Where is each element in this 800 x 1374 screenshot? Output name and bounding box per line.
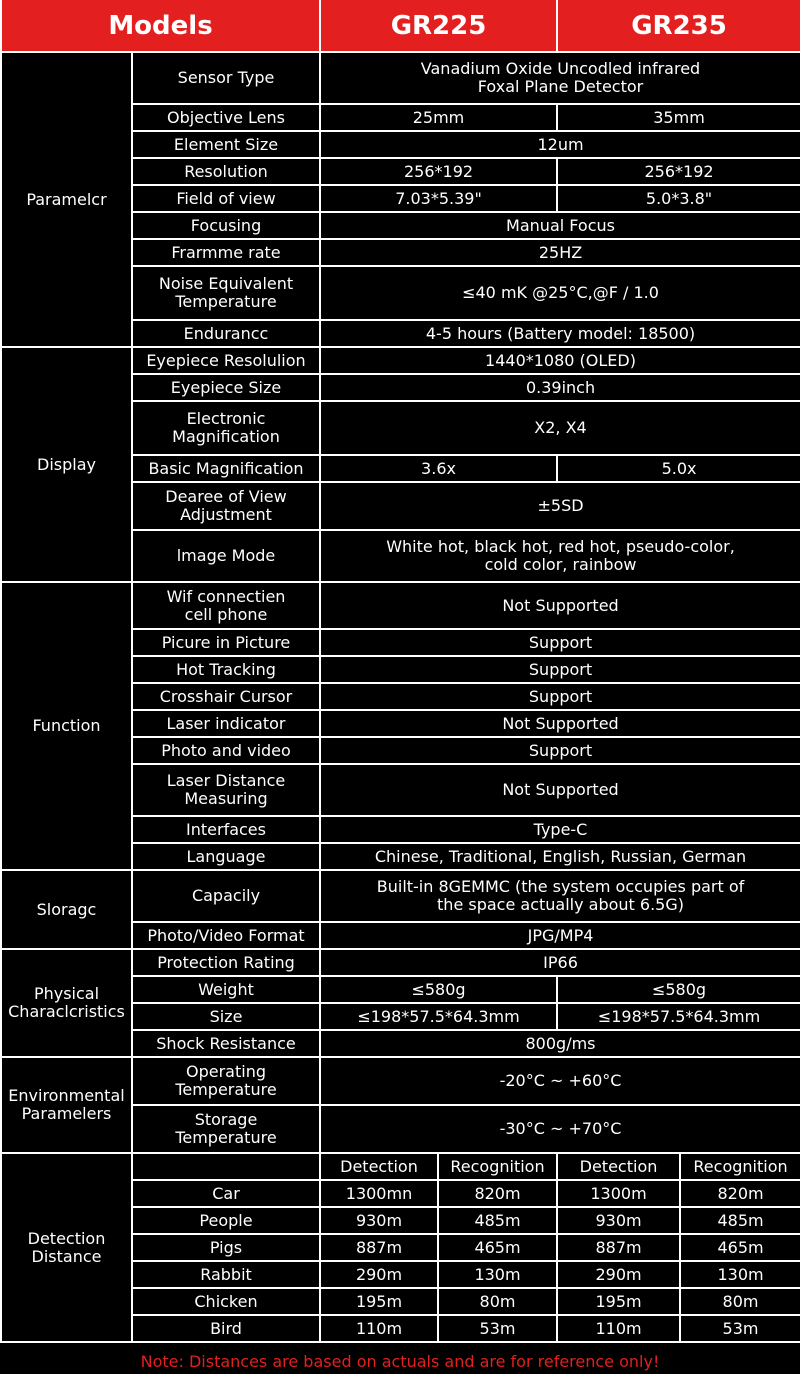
detection-col-header: Detection	[320, 1153, 438, 1180]
models-header: Models	[1, 0, 320, 52]
group-function: Function	[1, 582, 132, 870]
row-value: 4-5 hours (Battery model: 18500)	[320, 320, 800, 347]
row-value: -30°C ~ +70°C	[320, 1105, 800, 1153]
detection-target: Bird	[132, 1315, 320, 1342]
table-row	[1, 949, 800, 976]
row-label: Resolution	[132, 158, 320, 185]
gr235-value: 5.0x	[557, 455, 800, 482]
row-label: Operating Temperature	[132, 1057, 320, 1105]
row-label: Dearee of View Adjustment	[132, 482, 320, 530]
row-label: Laser Distance Measuring	[132, 764, 320, 816]
row-label: Wif connectien cell phone	[132, 582, 320, 629]
table-row	[1, 582, 800, 629]
row-label: Weight	[132, 976, 320, 1003]
row-value: Support	[320, 737, 800, 764]
row-value: Not Supported	[320, 764, 800, 816]
group-environmental: Environmental Paramelers	[1, 1057, 132, 1153]
row-value: 0.39inch	[320, 374, 800, 401]
row-label: Photo and video	[132, 737, 320, 764]
row-label: Basic Magnification	[132, 455, 320, 482]
gr225-value: 7.03*5.39"	[320, 185, 557, 212]
detection-value: 53m	[438, 1315, 557, 1342]
detection-value: 485m	[680, 1207, 800, 1234]
detection-target: Car	[132, 1180, 320, 1207]
row-label: Objective Lens	[132, 104, 320, 131]
detection-value: 930m	[320, 1207, 438, 1234]
detection-value: 930m	[557, 1207, 680, 1234]
row-value: White hot, black hot, red hot, pseudo-color, cold color, rainbow	[320, 530, 800, 582]
group-detection: Detection Distance	[1, 1153, 132, 1342]
row-value: 1440*1080 (OLED)	[320, 347, 800, 374]
detection-value: 290m	[557, 1261, 680, 1288]
detection-value: 1300mn	[320, 1180, 438, 1207]
detection-value: 465m	[680, 1234, 800, 1261]
row-label: Picure in Picture	[132, 629, 320, 656]
gr225-value: 3.6x	[320, 455, 557, 482]
gr225-value: 25mm	[320, 104, 557, 131]
row-value: IP66	[320, 949, 800, 976]
table-row	[1, 347, 800, 374]
row-label: Sensor Type	[132, 52, 320, 104]
row-value: Support	[320, 656, 800, 683]
table-row	[1, 52, 800, 104]
row-value: Built-in 8GEMMC (the system occupies part of the space actually about 6.5G)	[320, 870, 800, 922]
row-label: Language	[132, 843, 320, 870]
disclaimer-note: Note: Distances are based on actuals and are for reference only!	[140, 1352, 660, 1371]
row-value: JPG/MP4	[320, 922, 800, 949]
detection-target: Chicken	[132, 1288, 320, 1315]
detection-value: 53m	[680, 1315, 800, 1342]
detection-value: 195m	[557, 1288, 680, 1315]
detection-col-header: Recognition	[680, 1153, 800, 1180]
detection-value: 80m	[680, 1288, 800, 1315]
row-label: Noise Equivalent Temperature	[132, 266, 320, 320]
row-label: Crosshair Cursor	[132, 683, 320, 710]
detection-value: 465m	[438, 1234, 557, 1261]
row-label: Element Size	[132, 131, 320, 158]
gr235-value: ≤580g	[557, 976, 800, 1003]
detection-value: 130m	[438, 1261, 557, 1288]
header-row	[1, 0, 800, 52]
row-value: Manual Focus	[320, 212, 800, 239]
detection-value: 887m	[557, 1234, 680, 1261]
row-label: Laser indicator	[132, 710, 320, 737]
group-storage: Sloragc	[1, 870, 132, 949]
table-row	[1, 870, 800, 922]
gr225-value: 256*192	[320, 158, 557, 185]
detection-header-row	[1, 1153, 800, 1180]
gr225-header: GR225	[320, 0, 557, 52]
row-value: Support	[320, 629, 800, 656]
row-value: Type-C	[320, 816, 800, 843]
row-label: Storage Temperature	[132, 1105, 320, 1153]
row-label: Protection Rating	[132, 949, 320, 976]
row-label: Field of view	[132, 185, 320, 212]
row-label: Endurancc	[132, 320, 320, 347]
detection-col-header: Recognition	[438, 1153, 557, 1180]
detection-value: 820m	[438, 1180, 557, 1207]
detection-value: 820m	[680, 1180, 800, 1207]
row-value: 800g/ms	[320, 1030, 800, 1057]
row-label: Eyepiece Resolulion	[132, 347, 320, 374]
row-value: ≤40 mK @25°C,@F / 1.0	[320, 266, 800, 320]
detection-value: 887m	[320, 1234, 438, 1261]
row-value: Vanadium Oxide Uncodled infrared Foxal Plane Detector	[320, 52, 800, 104]
detection-target: People	[132, 1207, 320, 1234]
detection-value: 130m	[680, 1261, 800, 1288]
gr225-value: ≤198*57.5*64.3mm	[320, 1003, 557, 1030]
detection-value: 110m	[320, 1315, 438, 1342]
row-label: lmage Mode	[132, 530, 320, 582]
group-parameter: Paramelcr	[1, 52, 132, 347]
row-value: 12um	[320, 131, 800, 158]
row-value: Chinese, Traditional, English, Russian, German	[320, 843, 800, 870]
row-label: Focusing	[132, 212, 320, 239]
detection-target-header	[132, 1153, 320, 1180]
detection-col-header: Detection	[557, 1153, 680, 1180]
row-label: Shock Resistance	[132, 1030, 320, 1057]
gr235-value: ≤198*57.5*64.3mm	[557, 1003, 800, 1030]
row-value: Support	[320, 683, 800, 710]
table-row	[1, 1057, 800, 1105]
detection-value: 1300m	[557, 1180, 680, 1207]
row-label: Size	[132, 1003, 320, 1030]
row-label: Interfaces	[132, 816, 320, 843]
detection-target: Rabbit	[132, 1261, 320, 1288]
gr225-value: ≤580g	[320, 976, 557, 1003]
group-physical: Physical Characlcristics	[1, 949, 132, 1057]
gr235-header: GR235	[557, 0, 800, 52]
row-value: 25HZ	[320, 239, 800, 266]
row-value: Not Supported	[320, 710, 800, 737]
row-label: Hot Tracking	[132, 656, 320, 683]
row-label: Eyepiece Size	[132, 374, 320, 401]
row-value: Not Supported	[320, 582, 800, 629]
row-value: ±5SD	[320, 482, 800, 530]
row-value: X2, X4	[320, 401, 800, 455]
row-label: Photo/Video Format	[132, 922, 320, 949]
gr235-value: 35mm	[557, 104, 800, 131]
detection-value: 80m	[438, 1288, 557, 1315]
detection-value: 290m	[320, 1261, 438, 1288]
group-display: Display	[1, 347, 132, 582]
detection-value: 485m	[438, 1207, 557, 1234]
detection-value: 110m	[557, 1315, 680, 1342]
row-value: -20°C ~ +60°C	[320, 1057, 800, 1105]
detection-value: 195m	[320, 1288, 438, 1315]
gr235-value: 256*192	[557, 158, 800, 185]
row-label: Electronic Magnification	[132, 401, 320, 455]
detection-target: Pigs	[132, 1234, 320, 1261]
row-label: Capacily	[132, 870, 320, 922]
row-label: Frarmme rate	[132, 239, 320, 266]
gr235-value: 5.0*3.8"	[557, 185, 800, 212]
